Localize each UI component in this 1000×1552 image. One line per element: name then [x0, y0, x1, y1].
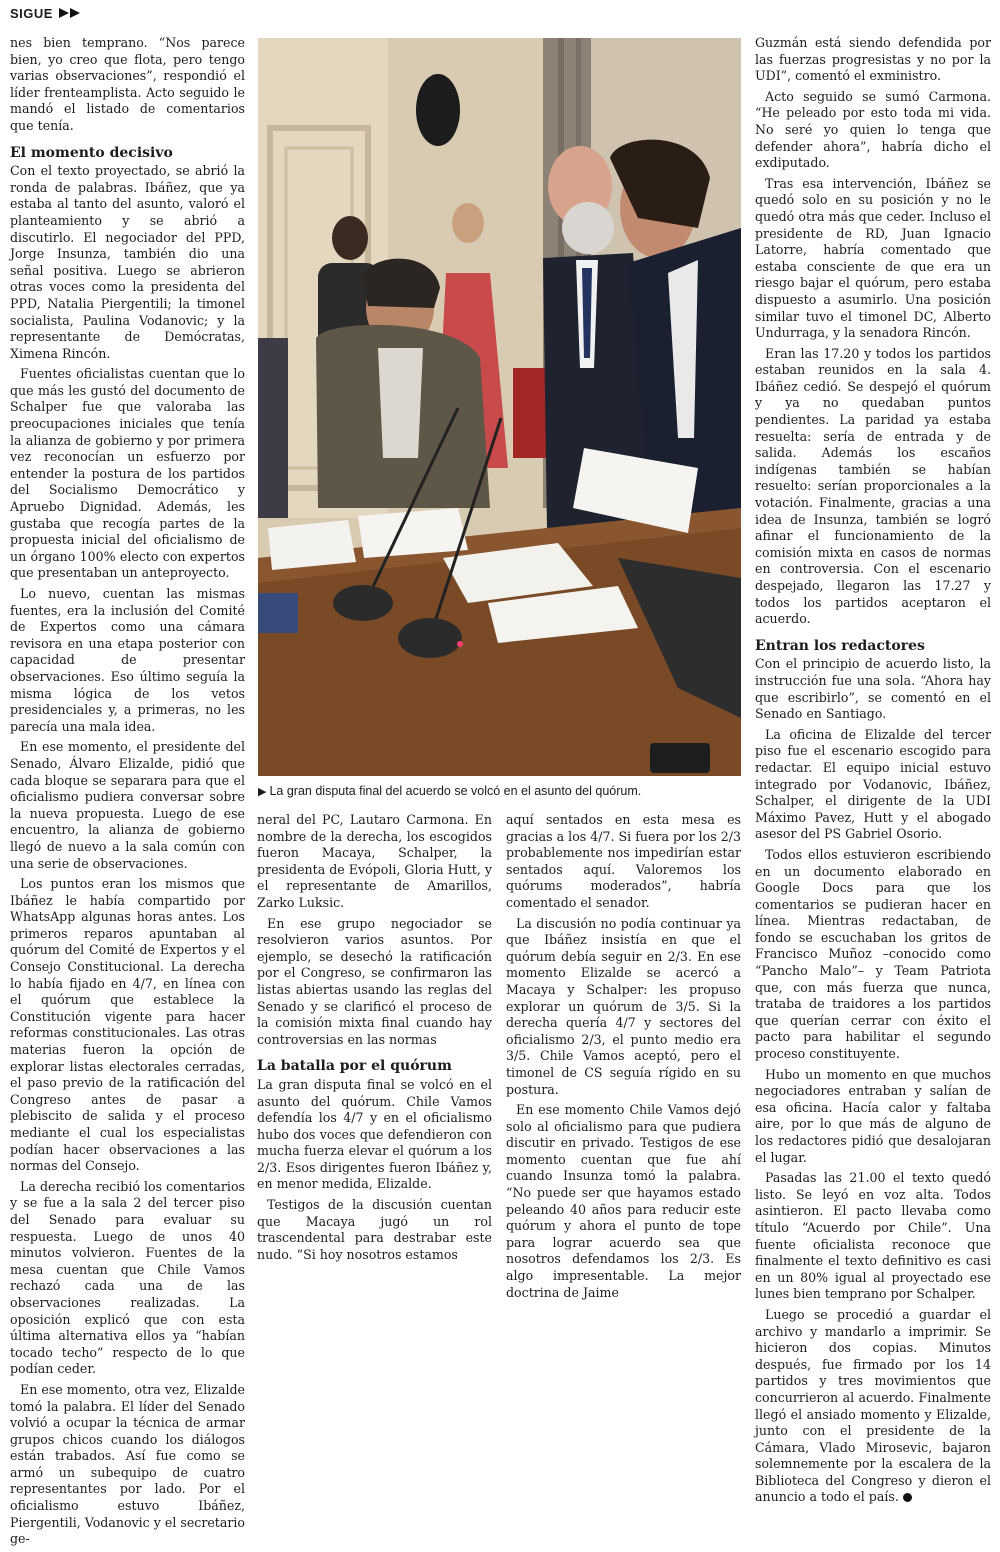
paragraph	[755, 89, 991, 172]
paragraph	[10, 876, 245, 1175]
paragraph-text: aquí sentados en esta mesa es gracias a los 4/7. Si fuera por los 2/3 probablemente nos impedirían estar sentados aquí. Valoremos los quórums moderados”, habría comentado el senador.	[506, 812, 741, 910]
paragraph	[755, 35, 991, 85]
paragraph-text: nes bien temprano. “Nos parece bien, yo creo que flota, pero tengo varias observaciones”, respondió el líder frenteamplista. Acto seguido le mandó el listado de comentarios que tenía.	[10, 35, 245, 133]
paragraph	[10, 1179, 245, 1378]
article-column-2	[257, 812, 492, 1267]
paragraph-text: En ese momento Chile Vamos dejó solo al oficialismo para que pudiera discutir en privado. Testigos de ese momento cuentan que fue ahí cuando Insunza tomó la palabra. “No puede ser que hayamos estado peleando 40 años para reducir este quórum y ahora el punto de tope para lograr acuerdo sea que nosotros defendamos los 2/3. Es algo impresentable. La mejor doctrina de Jaime	[506, 1102, 741, 1300]
paragraph-text: La oficina de Elizalde del tercer piso fue el escenario escogido para redactar. El equipo inicial estuvo integrado por Vodanovic, Ibáñez, Schalper, el dirigente de la UDI Máximo Pavez, Hutt y el abogado asesor del PS Gabriel Osorio.	[755, 726, 991, 842]
paragraph	[755, 656, 991, 722]
paragraph	[257, 1197, 492, 1263]
heading-text: El momento decisivo	[10, 144, 173, 161]
paragraph	[257, 1077, 492, 1193]
paragraph-text: Los puntos eran los mismos que Ibáñez le había compartido por WhatsApp algunas horas antes. Los primeros reparos apuntaban al quórum del Comité de Expertos y el Consejo Constitucional. La derecha lo había fijado en 4/7, en línea con el quórum que establece la Constitución vigente para hacer reformas constitucionales. Las otras materias fueron la opción de explorar listas electorales cerradas, el paso previo de la ratificación del Congreso antes de pasar a plebiscito de salida y el proceso mediante el cual los especialistas podían hacer observaciones a las normas del Consejo.	[10, 876, 245, 1174]
paragraph	[506, 812, 741, 912]
paragraph-text: Pasadas las 21.00 el texto quedó listo. Se leyó en voz alta. Todos asintieron. El pacto llevaba como título “Acuerdo por Chile”. Una fuente oficialista reconoce que finalmente el texto definitivo es casi en un 80% igual al proyectado ese lunes bien temprano por Schalper.	[755, 1170, 991, 1302]
photo-caption	[258, 783, 741, 800]
paragraph-text: En ese momento, otra vez, Elizalde tomó la palabra. El líder del Senado volvió a ocupar la técnica de armar grupos chicos cuando los diálogos están trabados. Así fue como se armó un subequipo de cuatro representantes por lado. Por el oficialismo estuvo Ibáñez, Piergentili, Vodanovic y el secretario ge-	[10, 1381, 245, 1547]
paragraph	[10, 1382, 245, 1548]
paragraph-text: En ese grupo negociador se resolvieron varios asuntos. Por ejemplo, se desechó la ratificación por el Congreso, se confirmaron las listas abiertas usando las reglas del Senado y se clarificó el proceso de la comisión mixta final cuando hay controversias en las normas	[257, 915, 492, 1047]
paragraph-text: La derecha recibió los comentarios y se fue a la sala 2 del tercer piso del Senado para evaluar su respuesta. Luego de unos 40 minutos volvieron. Fuentes de la mesa cuentan que Chile Vamos rechazó cada una de las observaciones realizadas. La oposición explicó que con esta última alternativa ellos ya “habían tocado techo” respecto de lo que podían ceder.	[10, 1178, 245, 1377]
heading-text: La batalla por el quórum	[257, 1058, 452, 1075]
paragraph-text: neral del PC, Lautaro Carmona. En nombre de la derecha, los escogidos fueron Macaya, Schalper, la presidenta de Evópoli, Gloria Hutt, y el representante de Amarillos, Zarko Luksic.	[257, 812, 492, 910]
paragraph	[10, 366, 245, 582]
paragraph	[755, 1307, 991, 1506]
section-header	[10, 6, 81, 21]
paragraph	[506, 916, 741, 1099]
section-heading	[257, 1058, 492, 1075]
article-column-1	[10, 35, 245, 1552]
paragraph-text: En ese momento, el presidente del Senado, Álvaro Elizalde, pidió que cada bloque se separara para que el oficialismo pudiera conversar sobre la nueva propuesta. Luego de ese encuentro, la alianza de gobierno llegó de nuevo a la sala común con una serie de observaciones.	[10, 739, 245, 871]
paragraph-text: Con el texto proyectado, se abrió la ronda de palabras. Ibáñez, que ya estaba al tanto del asunto, valoró el planteamiento y se abrió a discutirlo. El negociador del PPD, Jorge Insunza, también dio una señal positiva. Luego se abrieron otras voces como la presidenta del PPD, Natalia Piergentili; la timonel socialista, Paulina Vodanovic; y la representante de Demócratas, Ximena Rincón.	[10, 163, 245, 361]
paragraph	[10, 586, 245, 735]
paragraph-text: Guzmán está siendo defendida por las fuerzas progresistas y no por la UDI”, comentó el exministro.	[755, 35, 991, 84]
caption-text: La gran disputa final del acuerdo se volcó en el asunto del quórum.	[269, 784, 642, 798]
paragraph	[257, 916, 492, 1049]
paragraph	[755, 727, 991, 843]
paragraph-text: Tras esa intervención, Ibáñez se quedó solo en su posición y no le quedó otra más que ceder. Incluso el presidente de RD, Juan Ignacio Latorre, habría comentado que estaba consciente de que era un riesgo bajar el quórum, pero estaba dispuesto a asumirlo. Una posición similar tuvo el timonel DC, Alberto Undurraga, y la senadora Rincón.	[755, 175, 991, 341]
paragraph	[755, 847, 991, 1063]
paragraph-text: Eran las 17.20 y todos los partidos estaban reunidos en la sala 4. Ibáñez cedió. Se despejó el quórum y ya no quedaban puntos pendientes. La paridad ya estaba resuelta: sería de entrada y de salida. Además los escaños indígenas también se habían resuelto: serían proporcionales a la votación. Finalmente, gracias a una idea de Insunza, también se logró afinar el funcionamiento de la comisión mixta en casos de normas en controversia. Con el escenario despejado, llegaron las 17.27 y todos los partidos aceptaron el acuerdo.	[755, 345, 991, 627]
paragraph	[506, 1102, 741, 1301]
paragraph-text: Con el principio de acuerdo listo, la instrucción fue una sola. “Ahora hay que escribirlo”, se comentó en el Senado en Santiago.	[755, 656, 991, 722]
section-heading	[755, 638, 991, 655]
end-mark-icon	[903, 1493, 912, 1502]
article-column-4	[755, 35, 991, 1510]
paragraph	[10, 35, 245, 135]
caption-arrow-icon: ▶	[258, 786, 267, 798]
paragraph	[755, 346, 991, 628]
paragraph-text: Acto seguido se sumó Carmona. “He peleado por esto toda mi vida. No seré yo quien lo tenga que defender ahora”, habría dicho el exdiputado.	[755, 88, 991, 171]
article-column-3	[506, 812, 741, 1305]
paragraph-text: Lo nuevo, cuentan las mismas fuentes, era la inclusión del Comité de Expertos como una cámara revisora en una etapa posterior con capacidad de presentar observaciones. Eso último seguía la misma lógica de los vetos presidenciales y, a primeras, no les parecía una mala idea.	[10, 586, 245, 734]
section-heading	[10, 145, 245, 162]
paragraph	[257, 812, 492, 912]
heading-text: Entran los redactores	[755, 637, 925, 654]
paragraph-text: Todos ellos estuvieron escribiendo en un documento elaborado en Google Docs para que los comentarios se pudieran hacer en línea. Mientras redactaban, de fondo se escuchaban los gritos de Francisco Muñoz –conocido como “Pancho Malo”– y Team Patriota que, con más fuerza que nunca, trataba de traidores a los partidos que querían cerrar con éxito el pacto para habilitar el segundo proceso constituyente.	[755, 846, 991, 1062]
paragraph-text: Luego se procedió a guardar el archivo y mandarlo a imprimir. Se hicieron dos copias. Minutos después, fue firmado por los 14 partidos y tres movimientos que concurrieron al acuerdo. Finalmente llegó el ansiado momento y Elizalde, junto con el presidente de la Cámara, Vlado Mirosevic, bajaron solemnemente por la escalera de la Biblioteca del Congreso y dieron el anuncio a todo el país.	[755, 1306, 991, 1505]
paragraph	[10, 163, 245, 362]
paragraph-text: La discusión no podía continuar ya que Ibáñez insistía en que el quórum debía seguir en 2/3. En ese momento Elizalde se acercó a Macaya y Schalper: les propuso explorar un quórum de 3/5. Si la derecha quería 4/7 y sectores del oficialismo 2/3, el punto medio era 3/5. Chile Vamos aceptó, pero el timonel de CS seguía rígido en su postura.	[506, 915, 741, 1097]
article-photo	[258, 38, 741, 776]
paragraph-text: Testigos de la discusión cuentan que Macaya jugó un rol trascendental para destrabar este nudo. “Si hoy nosotros estamos	[257, 1197, 492, 1262]
paragraph	[755, 1067, 991, 1167]
paragraph-text: Fuentes oficialistas cuentan que lo que más les gustó del documento de Schalper fue que valoraba las preocupaciones iniciales que tenía la alianza de gobierno y por primera vez reconocían un esfuerzo por entender la postura de los partidos del Socialismo Democrático y Apruebo Dignidad. Además, les gustaba que recogía partes de la propuesta inicial del oficialismo de un órgano 100% electo con expertos que presentaban un anteproyecto.	[10, 366, 245, 581]
paragraph	[10, 739, 245, 872]
paragraph-text: Hubo un momento en que muchos negociadores entraban y salían de esa oficina. Hacía calor y faltaba aire, por lo que más de alguno de los redactores pidió que desalojaran el lugar.	[755, 1066, 991, 1165]
paragraph	[755, 176, 991, 342]
double-play-arrow-icon	[59, 8, 81, 18]
paragraph	[755, 1170, 991, 1303]
paragraph-text: La gran disputa final se volcó en el asunto del quórum. Chile Vamos defendía los 4/7 y en el oficialismo hubo dos voces que defendieron con mucha fuerza elevar el quórum a los 2/3. Esos dirigentes fueron Ibáñez y, en menor medida, Elizalde.	[257, 1076, 492, 1192]
sigue-label: SIGUE	[10, 6, 53, 21]
